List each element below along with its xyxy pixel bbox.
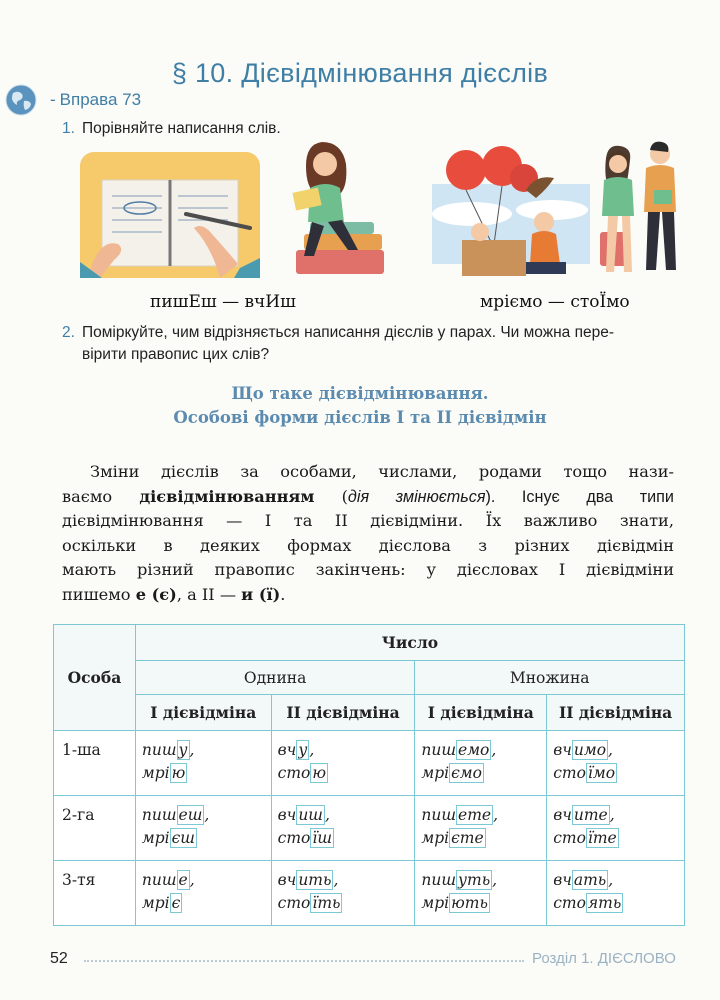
verb-form	[553, 762, 617, 785]
verb-form	[421, 892, 490, 915]
verb-stem: вч	[553, 871, 572, 889]
exercise-label: - Вправа 73	[50, 90, 142, 109]
verb-ending: емо	[458, 741, 490, 759]
verb-form	[553, 869, 608, 892]
verb-form	[278, 827, 334, 850]
task-1	[62, 118, 281, 140]
verb-stem: вч	[277, 741, 297, 759]
verb-ending: у	[178, 741, 188, 759]
verb-ending: иш	[298, 806, 323, 824]
verb-stem: пиш	[141, 741, 177, 759]
verb-form	[142, 762, 187, 785]
verb-stem: пиш	[421, 871, 457, 889]
globe-icon	[4, 83, 38, 117]
verb-stem: сто	[277, 894, 311, 912]
verb-form	[421, 739, 491, 762]
header-plural-conj-1: I дієвідміна	[415, 695, 547, 731]
ending-bold-1: е (є)	[135, 584, 177, 604]
form-cell	[135, 796, 271, 861]
separator: ,	[325, 806, 330, 824]
exercise-label-text: Вправа 73	[59, 90, 142, 109]
verb-ending: їть	[312, 894, 341, 912]
verb-ending: їш	[312, 829, 333, 847]
table-row	[54, 796, 685, 861]
verb-ending: имо	[573, 741, 607, 759]
table-row	[54, 861, 685, 926]
task-2-line-1: Поміркуйте, чим відрізняється написання дієслів у парах. Чи можна пере-	[82, 324, 615, 341]
subheading-line-2: Особові форми дієслів I та II дієвідмін	[173, 408, 547, 427]
verb-form	[278, 869, 334, 892]
two-teens-illustration	[596, 140, 692, 278]
verb-ending: ять	[587, 894, 622, 912]
table-row	[54, 731, 685, 796]
verb-ending: ите	[573, 806, 608, 824]
verb-form	[142, 869, 190, 892]
header-plural: Множина	[415, 661, 685, 695]
form-cell	[547, 796, 685, 861]
paragraph-line-4: оскільки в деяких формах дієслова з різних дієвідмін	[62, 535, 674, 555]
verb-ending: ить	[298, 871, 332, 889]
form-cell	[271, 861, 415, 926]
header-singular-conj-2: II дієвідміна	[271, 695, 415, 731]
verb-ending: їте	[587, 829, 617, 847]
verb-form	[278, 762, 328, 785]
verb-ending: еш	[178, 806, 203, 824]
separator: ,	[333, 871, 339, 889]
separator: ,	[189, 741, 195, 759]
verb-stem: сто	[553, 894, 586, 912]
verb-form	[278, 739, 310, 762]
verb-ending: ете	[458, 806, 492, 824]
verb-ending: ємо	[451, 764, 482, 782]
verb-ending: е	[178, 871, 188, 889]
verb-stem: вч	[277, 871, 297, 889]
boy-balloons-illustration	[432, 144, 590, 278]
verb-form	[553, 804, 610, 827]
form-cell	[271, 731, 415, 796]
verb-stem: вч	[277, 806, 297, 824]
verb-form	[553, 739, 608, 762]
verb-stem: сто	[277, 764, 311, 782]
verb-stem: пиш	[421, 806, 457, 824]
term-gloss: дія змінюється	[347, 487, 486, 506]
verb-form	[142, 804, 205, 827]
header-singular-conj-1: I дієвідміна	[135, 695, 271, 731]
page-number: 52	[50, 950, 68, 967]
paragraph-text: .	[280, 584, 286, 604]
person-cell: 3-тя	[54, 861, 136, 926]
verb-form	[142, 892, 182, 915]
verb-ending: уть	[458, 871, 491, 889]
notebook-illustration	[80, 152, 260, 278]
person-cell: 1-ша	[54, 731, 136, 796]
word-pair-right: мріємо — стоЇмо	[480, 292, 630, 312]
verb-stem: пиш	[141, 871, 177, 889]
verb-form	[421, 827, 485, 850]
paragraph-line-3: дієвідмінювання — I та II дієвідміни. Їх важливо знати,	[62, 511, 674, 530]
form-cell	[135, 731, 271, 796]
form-cell	[415, 731, 547, 796]
verb-form	[421, 869, 492, 892]
form-cell	[415, 796, 547, 861]
verb-stem: сто	[277, 829, 311, 847]
verb-form	[142, 827, 197, 850]
verb-form	[142, 739, 190, 762]
verb-form	[421, 762, 484, 785]
verb-stem: мрі	[141, 829, 170, 847]
header-number: Число	[135, 625, 684, 661]
girl-reading-illustration	[278, 138, 388, 278]
footer-section: Розділ 1. ДІЄСЛОВО	[532, 950, 676, 967]
ending-bold-2: и (ї)	[241, 584, 281, 604]
paragraph-line-5: мають різний правопис закінчень: у дієсловах I дієвідміни	[62, 560, 674, 579]
header-singular: Однина	[135, 661, 415, 695]
verb-form	[278, 804, 325, 827]
paragraph-text: , а II —	[176, 584, 242, 604]
verb-stem: мрі	[421, 829, 450, 847]
verb-form	[553, 892, 623, 915]
conjugation-table	[53, 624, 685, 926]
task-2-line-2: вірити правопис цих слів?	[82, 346, 270, 363]
task-2	[62, 322, 692, 366]
paragraph-text: пишемо	[62, 584, 136, 604]
separator: ,	[309, 741, 315, 759]
verb-stem: вч	[553, 806, 572, 824]
verb-ending: єте	[451, 829, 484, 847]
verb-stem: пиш	[421, 741, 457, 759]
task-2-number: 2.	[62, 324, 75, 341]
verb-ending: у	[298, 741, 308, 759]
separator: ,	[189, 871, 195, 889]
subheading-line-1: Що таке дієвідмінювання.	[231, 384, 489, 403]
task-1-text: Порівняйте написання слів.	[82, 120, 281, 137]
verb-stem: мрі	[421, 894, 450, 912]
verb-stem: сто	[553, 829, 586, 847]
header-plural-conj-2: II дієвідміна	[547, 695, 685, 731]
separator: ,	[608, 871, 614, 889]
footer-dotted-rule	[84, 960, 524, 962]
header-person: Особа	[54, 625, 136, 731]
verb-stem: мрі	[421, 764, 450, 782]
paragraph-line-1: Зміни дієслів за особами, числами, родами тощо нази-	[90, 462, 674, 481]
verb-ending: ю	[312, 764, 327, 782]
separator: ,	[608, 741, 613, 759]
conjugation-rows	[54, 731, 685, 926]
form-cell	[547, 861, 685, 926]
separator: ,	[491, 741, 497, 759]
task-1-number: 1.	[62, 120, 75, 137]
separator: ,	[493, 806, 499, 824]
verb-stem: мрі	[141, 764, 170, 782]
paragraph-line-6	[62, 583, 674, 608]
paragraph-text: ). Існує два типи	[485, 487, 674, 506]
separator: ,	[609, 806, 615, 824]
verb-ending: єш	[171, 829, 195, 847]
verb-ending: є	[171, 894, 181, 912]
verb-stem: мрі	[141, 894, 170, 912]
verb-ending: їмо	[587, 764, 616, 782]
verb-stem: вч	[553, 741, 572, 759]
verb-ending: ють	[451, 894, 488, 912]
paragraph-text: (	[314, 486, 348, 506]
word-pair-left: пишЕш — вчИш	[150, 292, 296, 312]
verb-form	[278, 892, 343, 915]
verb-form	[553, 827, 619, 850]
paragraph-text: ваємо	[62, 486, 140, 506]
term-bold: дієвідмінюванням	[139, 486, 315, 506]
form-cell	[547, 731, 685, 796]
verb-ending: ю	[171, 764, 186, 782]
verb-stem: пиш	[141, 806, 177, 824]
person-cell: 2-га	[54, 796, 136, 861]
paragraph-line-2	[62, 485, 674, 510]
form-cell	[271, 796, 415, 861]
form-cell	[135, 861, 271, 926]
separator: ,	[492, 871, 498, 889]
verb-stem: сто	[553, 764, 586, 782]
verb-ending: ать	[573, 871, 607, 889]
form-cell	[415, 861, 547, 926]
rule-paragraph	[62, 460, 674, 607]
separator: ,	[204, 806, 210, 824]
section-title: § 10. Дієвідмінювання дієслів	[171, 58, 549, 88]
verb-form	[421, 804, 493, 827]
